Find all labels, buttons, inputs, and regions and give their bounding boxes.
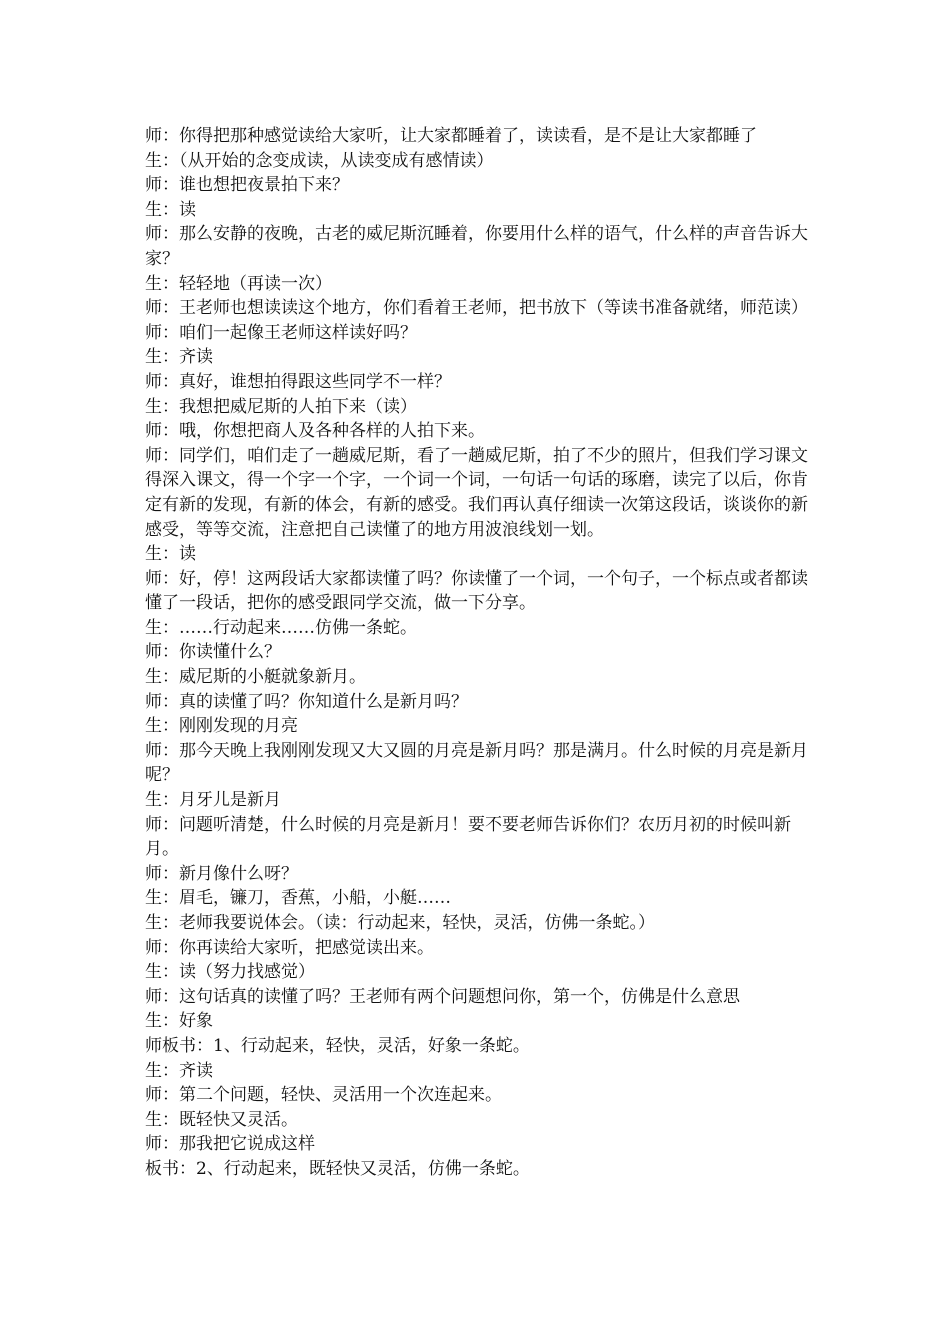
- dialogue-line: 生：眉毛，镰刀，香蕉，小船，小艇……: [145, 888, 451, 909]
- document-body: [145, 124, 811, 1182]
- dialogue-line: 师：你读懂什么？: [145, 642, 281, 663]
- dialogue-line: 师：哦，你想把商人及各种各样的人拍下来。: [145, 421, 485, 442]
- dialogue-line: 生：好象: [145, 1011, 213, 1032]
- dialogue-line: 师：真好，谁想拍得跟这些同学不一样？: [145, 371, 451, 392]
- dialogue-line: 师：你得把那种感觉读给大家听，让大家都睡着了，读读看，是不是让大家都睡了: [145, 126, 757, 146]
- dialogue-line: 师：同学们，咱们走了一趟威尼斯，看了一趟威尼斯，拍了不少的照片，但我们学习课文得深入课文，得一个字一个字，一个词一个词，一句话一句话的琢磨，读完了以后，你肯定有新的发现，有新的体会，有新的感受。我们再认真仔细读一次第这段话，谈谈你的新感受，等等交流，注意把自己读懂了的地方用波浪线划一划。: [145, 445, 808, 540]
- dialogue-line: 师：好，停！这两段话大家都读懂了吗？你读懂了一个词，一个句子，一个标点或者都读懂了一段话，把你的感受跟同学交流，做一下分享。: [145, 568, 808, 614]
- dialogue-line: 师：第二个问题，轻快、灵活用一个次连起来。: [145, 1085, 502, 1106]
- dialogue-line: 师：那我把它说成这样: [145, 1134, 315, 1155]
- dialogue-line: 生：齐读: [145, 1060, 213, 1081]
- dialogue-line: 生：读: [145, 544, 196, 565]
- dialogue-line: 师：真的读懂了吗？你知道什么是新月吗？: [145, 691, 468, 712]
- dialogue-line: 师：你再读给大家听，把感觉读出来。: [145, 937, 434, 958]
- dialogue-line: 生：威尼斯的小艇就象新月。: [145, 667, 366, 688]
- dialogue-line: 师：咱们一起像王老师这样读好吗？: [145, 322, 417, 343]
- dialogue-line: 生：读: [145, 199, 196, 220]
- dialogue-line: 生：轻轻地（再读一次）: [145, 273, 332, 294]
- dialogue-line: 师：新月像什么呀？: [145, 863, 298, 884]
- dialogue-line: 生：月牙儿是新月: [145, 790, 281, 811]
- dialogue-line: 师板书：1、行动起来，轻快，灵活，好象一条蛇。: [145, 1035, 530, 1056]
- dialogue-line: 生：既轻快又灵活。: [145, 1109, 298, 1130]
- dialogue-line: 师：问题听清楚，什么时候的月亮是新月！要不要老师告诉你们？农历月初的时候叫新月。: [145, 814, 791, 860]
- dialogue-line: 生：我想把威尼斯的人拍下来（读）: [145, 396, 417, 417]
- dialogue-line: 师：那今天晚上我刚刚发现又大又圆的月亮是新月吗？那是满月。什么时候的月亮是新月呢？: [145, 740, 808, 786]
- dialogue-line: 生：（从开始的念变成读，从读变成有感情读）: [145, 150, 494, 171]
- dialogue-line: 师：这句话真的读懂了吗？王老师有两个问题想问你，第一个，仿佛是什么意思: [145, 986, 740, 1007]
- dialogue-line: 师：那么安静的夜晚，古老的威尼斯沉睡着，你要用什么样的语气，什么样的声音告诉大家？: [145, 224, 808, 269]
- dialogue-line: 师：谁也想把夜景拍下来？: [145, 175, 349, 196]
- dialogue-line: 生：老师我要说体会。（读：行动起来，轻快，灵活，仿佛一条蛇。）: [145, 913, 655, 933]
- dialogue-line: 师：王老师也想读读这个地方，你们看着王老师，把书放下（等读书准备就绪，师范读）: [145, 298, 808, 319]
- dialogue-line: 生：刚刚发现的月亮: [145, 716, 298, 737]
- dialogue-line: 生：齐读: [145, 347, 213, 368]
- dialogue-line: 生：读（努力找感觉）: [145, 962, 315, 983]
- dialogue-line: 生：……行动起来……仿佛一条蛇。: [145, 617, 417, 638]
- dialogue-line: 板书：2、行动起来，既轻快又灵活，仿佛一条蛇。: [145, 1158, 530, 1179]
